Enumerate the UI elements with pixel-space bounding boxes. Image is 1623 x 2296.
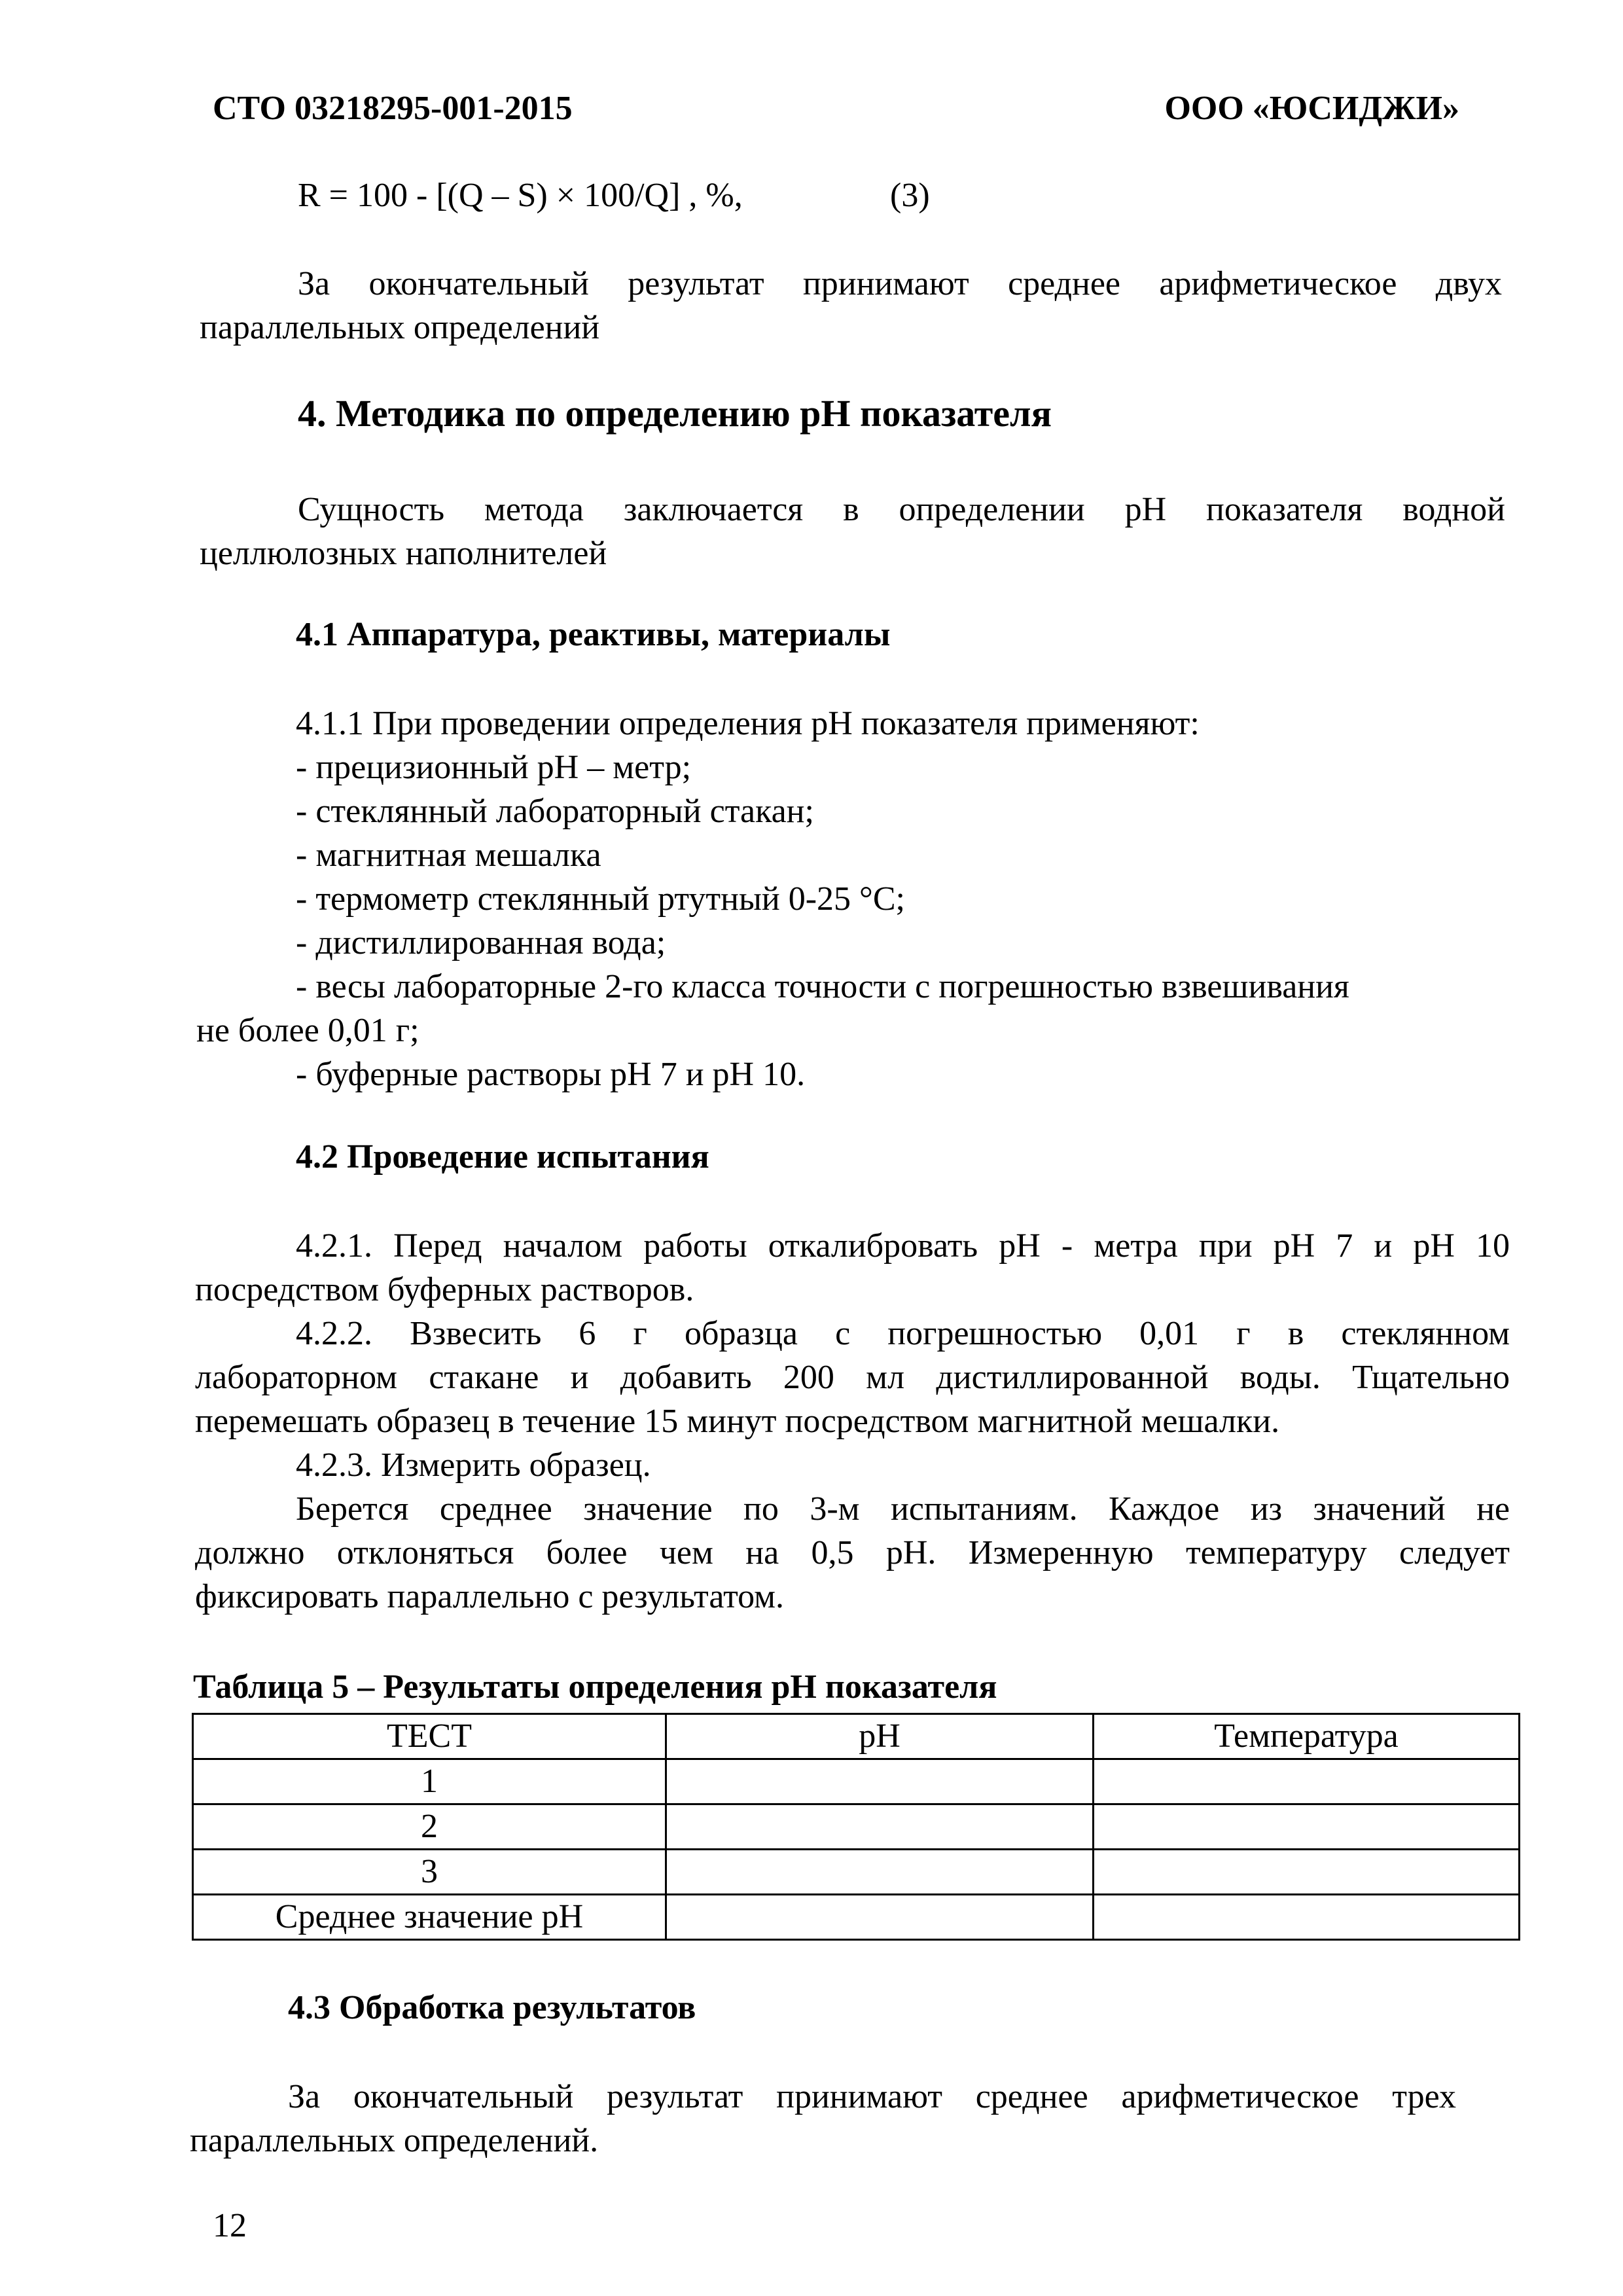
equipment-item: - буферные растворы рН 7 и рН 10. xyxy=(296,1056,806,1093)
procedure-4-2-2-line-2: лабораторном стакане и добавить 200 мл дистиллированной воды. Тщательно xyxy=(195,1359,1510,1396)
final-result-line-2: параллельных определений xyxy=(200,309,600,346)
table-header-row xyxy=(193,1714,1520,1759)
results-table xyxy=(192,1713,1520,1941)
procedure-4-2-3: 4.2.3. Измерить образец. xyxy=(296,1446,651,1484)
average-label-cell: Среднее значение рН xyxy=(193,1895,666,1940)
temperature-cell xyxy=(1094,1895,1520,1940)
company-name: ООО «ЮСИДЖИ» xyxy=(1164,90,1459,127)
column-header-ph: рН xyxy=(666,1714,1094,1759)
procedure-4-2-1-line-1: 4.2.1. Перед началом работы откалибровать рН - метра при рН 7 и рН 10 xyxy=(296,1227,1510,1265)
page-number: 12 xyxy=(213,2207,247,2244)
column-header-temperature: Температура xyxy=(1094,1714,1520,1759)
table-row-average xyxy=(193,1895,1520,1940)
table-5-caption: Таблица 5 – Результаты определения рН показателя xyxy=(193,1668,997,1706)
table-row xyxy=(193,1850,1520,1895)
section-4-title: 4. Методика по определению рН показателя xyxy=(298,392,1052,435)
equipment-item: - магнитная мешалка xyxy=(296,836,601,874)
equipment-item: - весы лабораторные 2-го класса точности с погрешностью взвешивания xyxy=(296,968,1349,1005)
section-4-intro-line-1: Сущность метода заключается в определении рН показателя водной xyxy=(298,491,1505,528)
equipment-item: - термометр стеклянный ртутный 0-25 °С; xyxy=(296,880,905,918)
ph-cell xyxy=(666,1895,1094,1940)
section-4-intro-line-2: целлюлозных наполнителей xyxy=(200,535,607,572)
section-4-1-title: 4.1 Аппаратура, реактивы, материалы xyxy=(296,616,891,653)
temperature-cell xyxy=(1094,1759,1520,1804)
ph-cell xyxy=(666,1850,1094,1895)
document-code: СТО 03218295-001-2015 xyxy=(213,90,573,127)
column-header-test: ТЕСТ xyxy=(193,1714,666,1759)
final-result-line-1: За окончательный результат принимают среднее арифметическое двух xyxy=(298,265,1502,302)
equipment-item-continuation: не более 0,01 г; xyxy=(196,1012,419,1049)
table-row xyxy=(193,1759,1520,1804)
equipment-item: - прецизионный рН – метр; xyxy=(296,749,692,786)
formula-number: (3) xyxy=(890,177,930,214)
ph-cell xyxy=(666,1759,1094,1804)
processing-line-2: параллельных определений. xyxy=(190,2122,599,2159)
section-4-3-title: 4.3 Обработка результатов xyxy=(288,1989,696,2026)
test-cell: 3 xyxy=(193,1850,666,1895)
processing-line-1: За окончательный результат принимают среднее арифметическое трех xyxy=(288,2078,1456,2115)
procedure-note-line-1: Берется среднее значение по 3-м испытаниям. Каждое из значений не xyxy=(296,1490,1510,1528)
equipment-item: - стеклянный лабораторный стакан; xyxy=(296,793,814,830)
procedure-4-2-2-line-1: 4.2.2. Взвесить 6 г образца с погрешностью 0,01 г в стеклянном xyxy=(296,1315,1510,1352)
temperature-cell xyxy=(1094,1804,1520,1850)
table-row xyxy=(193,1804,1520,1850)
procedure-note-line-2: должно отклоняться более чем на 0,5 рН. Измеренную температуру следует xyxy=(195,1534,1510,1571)
section-4-2-title: 4.2 Проведение испытания xyxy=(296,1138,709,1175)
procedure-4-2-2-line-3: перемешать образец в течение 15 минут посредством магнитной мешалки. xyxy=(195,1403,1280,1440)
temperature-cell xyxy=(1094,1850,1520,1895)
equipment-item: - дистиллированная вода; xyxy=(296,924,666,961)
ph-cell xyxy=(666,1804,1094,1850)
test-cell: 1 xyxy=(193,1759,666,1804)
test-cell: 2 xyxy=(193,1804,666,1850)
formula: R = 100 - [(Q – S) × 100/Q] , %, xyxy=(298,177,743,214)
procedure-4-2-1-line-2: посредством буферных растворов. xyxy=(195,1271,694,1308)
procedure-note-line-3: фиксировать параллельно с результатом. xyxy=(195,1578,785,1615)
equipment-lead: 4.1.1 При проведении определения рН показателя применяют: xyxy=(296,705,1200,742)
